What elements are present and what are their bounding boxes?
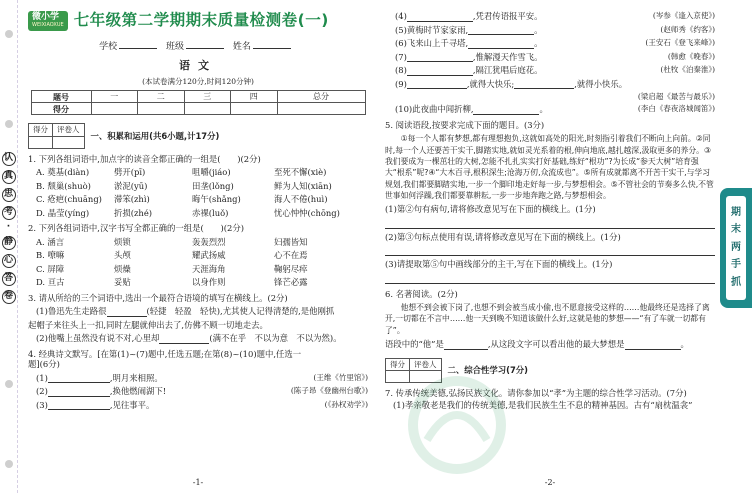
score-row-label: 得分 — [31, 103, 91, 115]
score-header-cell: 二 — [138, 91, 185, 103]
poem-line — [385, 38, 715, 49]
question-stem-cont: 题](6分) — [28, 359, 60, 370]
q4-line — [28, 386, 368, 397]
poem-text: ,换他燃闹湖下! — [109, 386, 167, 397]
exam-title: 七年级第二学期期末质量检测卷(一) — [73, 11, 329, 30]
q1-options — [28, 167, 368, 218]
student-info-line — [28, 42, 368, 53]
page-number-left: -1- — [192, 478, 204, 487]
question-1 — [28, 154, 368, 219]
answer-line[interactable] — [385, 244, 715, 256]
reading-passage: ①每一个人都有梦想,都有理想抱负,这就如高处的阳光,时刻指引着我们不断向上向前。②同时,每一个人还要苦干实干,脚踏实地,就如灵光系着的根,伸向地底,越扎越深,汲取更多的养分。③我们要成为一棵茁壮的大树,怎能不扎扎实实打好基础,练好“根功”?为长成“参天大树”培育强大“根系”呢?④“大木百寻,根积深生;沧海万仞,众流成也”。⑤所有成就都离不开苦干实干,与学习规划,我们都要脚踏实地,一步一个脚印地走好每一步,与梦想相会。⑤不管社会的节奏多么快,不管世事如何浮躁,我们都要靠耕耘,一步一步地奔跑之路,与梦想相会。 — [385, 134, 714, 200]
poem-number: (7) — [395, 51, 407, 62]
poem-number: (2) — [36, 386, 48, 397]
q5-sub1: (1)第②句有病句,请将修改意见写在下面的横线上。(1分) — [385, 204, 596, 215]
grader-score-label: 得分 — [29, 124, 53, 136]
q3-line1-cont: 起帽子来往头上一扣,同时左腿就伸出去了,仿佛不顾一切地走去。 — [28, 319, 268, 330]
poem-source: (梁启超《最苦与最乐》) — [637, 92, 715, 101]
score-value-row — [31, 103, 365, 115]
q4-line — [28, 400, 368, 411]
poem-text: (5)黄梅时节家家雨, — [395, 24, 469, 35]
poem-number: (1) — [36, 372, 48, 383]
option-cell: 赤裸(luǒ) — [192, 207, 229, 218]
side-tab-char: 两 — [731, 241, 741, 253]
q5-sub3: (3)请提取第⑤句中画线部分的主干,写在下面的横线上。(1分) — [385, 259, 613, 270]
score-cell[interactable] — [138, 103, 185, 115]
q3-text: (轻捷 轻盈 轻快),尤其使人记得清楚的,是他刚抓 — [146, 306, 335, 317]
grader-table — [28, 123, 85, 148]
poem-number: (9) — [395, 78, 407, 89]
score-cell[interactable] — [184, 103, 231, 115]
grader-name-cell[interactable] — [53, 136, 85, 148]
page-number-right: -2- — [544, 478, 556, 487]
subject-title: 语文 — [179, 59, 217, 73]
page-right — [385, 8, 715, 488]
side-tab-label — [726, 196, 746, 300]
poem-source: (陈子昂《登幽州台歌》) — [290, 386, 368, 396]
section2-head — [385, 358, 715, 383]
option-cell: 海人不倦(huì) — [274, 194, 328, 205]
poem-text: (10)此夜曲中闻折柳, — [395, 104, 474, 115]
binding-hole — [5, 380, 13, 388]
option-cell[interactable]: C. 屏障 — [36, 263, 65, 274]
option-cell: 妥贴 — [114, 277, 131, 288]
question-3 — [28, 293, 368, 344]
poem-line — [385, 104, 715, 115]
question-5 — [385, 120, 715, 284]
poem-number: (8) — [395, 65, 407, 75]
score-header-cell: 一 — [91, 91, 138, 103]
answer-blank[interactable] — [107, 307, 147, 317]
page-left — [28, 8, 368, 488]
slogan-separator: · — [2, 224, 16, 232]
question-stem: 3. 请从所给的三个词语中,选出一个最符合语境的填写在横线上。(2分) — [28, 292, 288, 303]
poem-text: ,隔江犹唱后庭花。 — [472, 65, 543, 75]
exam-note: (本试卷满分120分,时间120分钟) — [142, 77, 254, 86]
side-tab-char: 期 — [731, 206, 741, 218]
poem-line — [385, 11, 715, 22]
exam-header — [28, 8, 368, 34]
slogan-char: 答 — [2, 272, 16, 286]
slogan-char: 认 — [2, 152, 16, 166]
slogan-char: 心 — [2, 254, 16, 268]
poem-number: (3) — [36, 399, 48, 410]
answer-blank[interactable] — [468, 25, 534, 35]
poem-text: ,明月来相照。 — [109, 372, 163, 383]
option-cell[interactable]: D. 晶莹(yíng) — [36, 207, 90, 218]
question-2 — [28, 223, 368, 288]
grader-name-label: 评卷人 — [410, 358, 442, 370]
poem-source: (韩愈《晚春》) — [667, 51, 715, 61]
logo-main: 微小学 — [32, 12, 60, 23]
poem-source: (杜牧《泊秦淮》) — [660, 65, 715, 74]
answer-blank[interactable] — [159, 334, 209, 344]
side-tab-char: 抓 — [731, 276, 741, 288]
option-cell: 田垄(lǒng) — [192, 180, 234, 191]
grader-name-label: 评卷人 — [53, 124, 85, 136]
poem-text: ,就得大快乐; — [466, 78, 515, 89]
poem-source: (赵师秀《约客》) — [660, 24, 715, 34]
name-blank[interactable] — [253, 48, 291, 49]
novel-passage: 他想不到会被下岗了,也想不到会被当成小偷,也不愿意接受这样的……他最终还是选择了离开,一切都在不言中……他一天到晚不知道该做什么好,这就是他的梦想——“有了车就一切都有了”。 — [385, 303, 710, 335]
poem-line — [385, 65, 715, 76]
option-cell: 以身作则 — [192, 277, 226, 288]
option-cell: 晦午(shǎng) — [192, 194, 241, 205]
answer-blank[interactable] — [48, 400, 110, 410]
score-table — [31, 90, 366, 115]
q3-text: (2)他嘴上虽然没有说不对,心里却 — [36, 333, 160, 344]
q4-line — [28, 373, 368, 384]
score-header-row — [31, 91, 365, 103]
name-label: 姓名 — [232, 42, 251, 52]
question-4 — [28, 349, 368, 411]
poem-source-line — [385, 92, 715, 101]
slogan-char: 卷 — [2, 290, 16, 304]
answer-blank[interactable] — [48, 373, 110, 383]
answer-blank[interactable] — [514, 79, 574, 89]
q6-text: ,从这段文字可以看出他的最大梦想是 — [487, 339, 625, 350]
option-cell: 耀武扬威 — [192, 250, 226, 261]
grader-table — [385, 358, 442, 383]
poem-text: ,见往事平。 — [109, 399, 155, 410]
answer-blank[interactable] — [48, 387, 110, 397]
option-cell: 烦燥 — [114, 263, 131, 274]
class-blank[interactable] — [186, 48, 224, 49]
binding-hole — [5, 30, 13, 38]
poem-text: ,就得小快乐。 — [574, 78, 628, 89]
option-cell[interactable]: C. 疮疤(chuāng) — [36, 194, 102, 205]
question-stem: 2. 下列各组词语中,汉字书写全都正确的一组是( )(2分) — [28, 223, 244, 234]
question-stem: 5. 阅读语段,按要求完成下面的题目。(3分) — [385, 119, 545, 130]
section1-head — [28, 123, 368, 148]
answer-blank[interactable] — [444, 340, 488, 350]
score-header-cell: 四 — [231, 91, 278, 103]
q3-line1 — [28, 306, 368, 317]
option-cell: 锋芒必露 — [274, 277, 308, 288]
q5-sub2: (2)第③句标点使用有误,请将修改意见写在下面的横线上。(1分) — [385, 231, 621, 242]
answer-blank[interactable] — [407, 79, 467, 89]
option-cell: 心不在焉 — [274, 250, 308, 261]
grader-name-cell[interactable] — [410, 370, 442, 382]
score-header-cell: 三 — [184, 91, 231, 103]
slogan-char: 真 — [2, 170, 16, 184]
poem-source: (王安石《登飞来峰》) — [645, 38, 715, 47]
q6-ask — [385, 339, 715, 350]
option-cell[interactable]: B. 嘹嘛 — [36, 250, 65, 261]
option-cell: 咀嚼(jiáo) — [192, 167, 231, 178]
school-blank[interactable] — [119, 48, 157, 49]
poem-text: (6)飞来山上千寻塔, — [395, 38, 469, 48]
side-tab-char: 末 — [731, 224, 741, 236]
poem-text: 。 — [539, 104, 548, 115]
q2-options — [28, 237, 368, 288]
score-header-cell: 总分 — [277, 91, 365, 103]
score-cell[interactable] — [231, 103, 278, 115]
option-cell: 鲜为人知(xiān) — [274, 180, 332, 191]
poem-line — [385, 52, 715, 63]
question-stem: 6. 名著阅读。(2分) — [385, 288, 458, 299]
question-stem: 4. 经典诗文默写。[在第(1)~(7)题中,任选五题;在第(8)~(10)题中,任选一 — [28, 348, 302, 359]
side-tab-char: 手 — [731, 259, 741, 271]
option-cell: 滞笨(zhì) — [114, 194, 150, 205]
poem-text: ,凭君传语报平安。 — [472, 11, 543, 21]
q3-text: (满不在乎 不以为意 不以为然)。 — [209, 333, 342, 344]
binding-hole — [5, 120, 13, 128]
poem-source: (王维《竹里馆》) — [313, 372, 368, 382]
question-stem: 1. 下列各组词语中,加点字的读音全都正确的一组是( )(2分) — [28, 153, 261, 164]
option-cell: 至死不懈(xiè) — [274, 167, 327, 178]
q6-text: 语段中的“他”是 — [385, 339, 444, 350]
slogan-char: 静 — [2, 236, 16, 250]
grader-score-cell[interactable] — [386, 370, 410, 382]
brand-logo — [28, 11, 68, 30]
binding-hole — [5, 460, 13, 468]
option-cell: 劈开(pī) — [114, 167, 146, 178]
answer-line[interactable] — [385, 272, 715, 284]
option-cell: 忧心忡忡(chōng) — [274, 207, 340, 218]
option-cell: 淤泥(yū) — [114, 180, 148, 191]
poem-number: (4) — [395, 11, 407, 21]
q3-text: (1)鲁迅先生走路很 — [36, 306, 107, 317]
poem-line — [385, 79, 715, 90]
answer-line[interactable] — [385, 217, 715, 229]
school-label: 学校 — [99, 42, 118, 52]
answer-blank[interactable] — [407, 66, 473, 76]
poem-text: 。 — [534, 24, 543, 35]
question-stem: 7. 传承传统美德,弘扬民族文化。请你参加以“孝”为主题的综合性学习活动。(7分) — [385, 387, 687, 398]
option-cell: 烦锁 — [114, 236, 131, 247]
option-cell: 鞠躬尽瘁 — [274, 263, 308, 274]
poem-source: (岑参《逢入京使》) — [652, 11, 715, 20]
option-cell[interactable]: A. 奠基(diàn) — [36, 167, 90, 178]
option-cell: 妇孺皆知 — [274, 236, 308, 247]
section1-title: 一、积累和运用(共6小题,计17分) — [90, 130, 220, 141]
question-6 — [385, 289, 715, 350]
q3-line2 — [28, 333, 368, 344]
slogan-char: 思 — [2, 188, 16, 202]
option-cell: 轰轰烈烈 — [192, 236, 226, 247]
grader-score-label: 得分 — [386, 358, 410, 370]
slogan-char: 考 — [2, 206, 16, 220]
poem-text: 。 — [534, 38, 543, 48]
poem-source: (李白《春夜洛城闻笛》) — [637, 104, 715, 114]
poem-source: (《孙权劝学》) — [324, 399, 368, 409]
answer-blank[interactable] — [625, 340, 681, 350]
option-cell: 头颅 — [114, 250, 131, 261]
score-header-cell: 题号 — [31, 91, 91, 103]
score-cell[interactable] — [277, 103, 365, 115]
option-cell[interactable]: B. 颓巢(shuò) — [36, 180, 91, 191]
poem-text: ,惟解漫天作雪飞。 — [472, 51, 543, 62]
option-cell[interactable]: A. 涵言 — [36, 236, 65, 247]
grader-score-cell[interactable] — [29, 136, 53, 148]
option-cell: 天涯海角 — [192, 263, 226, 274]
q7-sub1: (1)孝亲敬老是我们的传统美德,是我们民族生生不息的精神基因。古有“扇枕温衾” — [393, 400, 693, 411]
score-cell[interactable] — [91, 103, 138, 115]
logo-sub: WEIXIAOXUE — [32, 22, 64, 29]
answer-blank[interactable] — [407, 12, 473, 22]
question-7 — [385, 388, 715, 411]
poem-line — [385, 25, 715, 36]
section2-title: 二、综合性学习(7分) — [447, 364, 528, 375]
option-cell: 折损(zhé) — [114, 207, 153, 218]
answer-blank[interactable] — [468, 39, 534, 49]
binding-margin — [0, 0, 18, 493]
binding-slogan — [1, 152, 16, 304]
answer-blank[interactable] — [473, 105, 539, 115]
option-cell[interactable]: D. 亘古 — [36, 277, 65, 288]
answer-blank[interactable] — [407, 52, 473, 62]
side-tab — [720, 188, 752, 308]
q6-text: 。 — [680, 339, 689, 350]
class-label: 班级 — [165, 42, 184, 52]
